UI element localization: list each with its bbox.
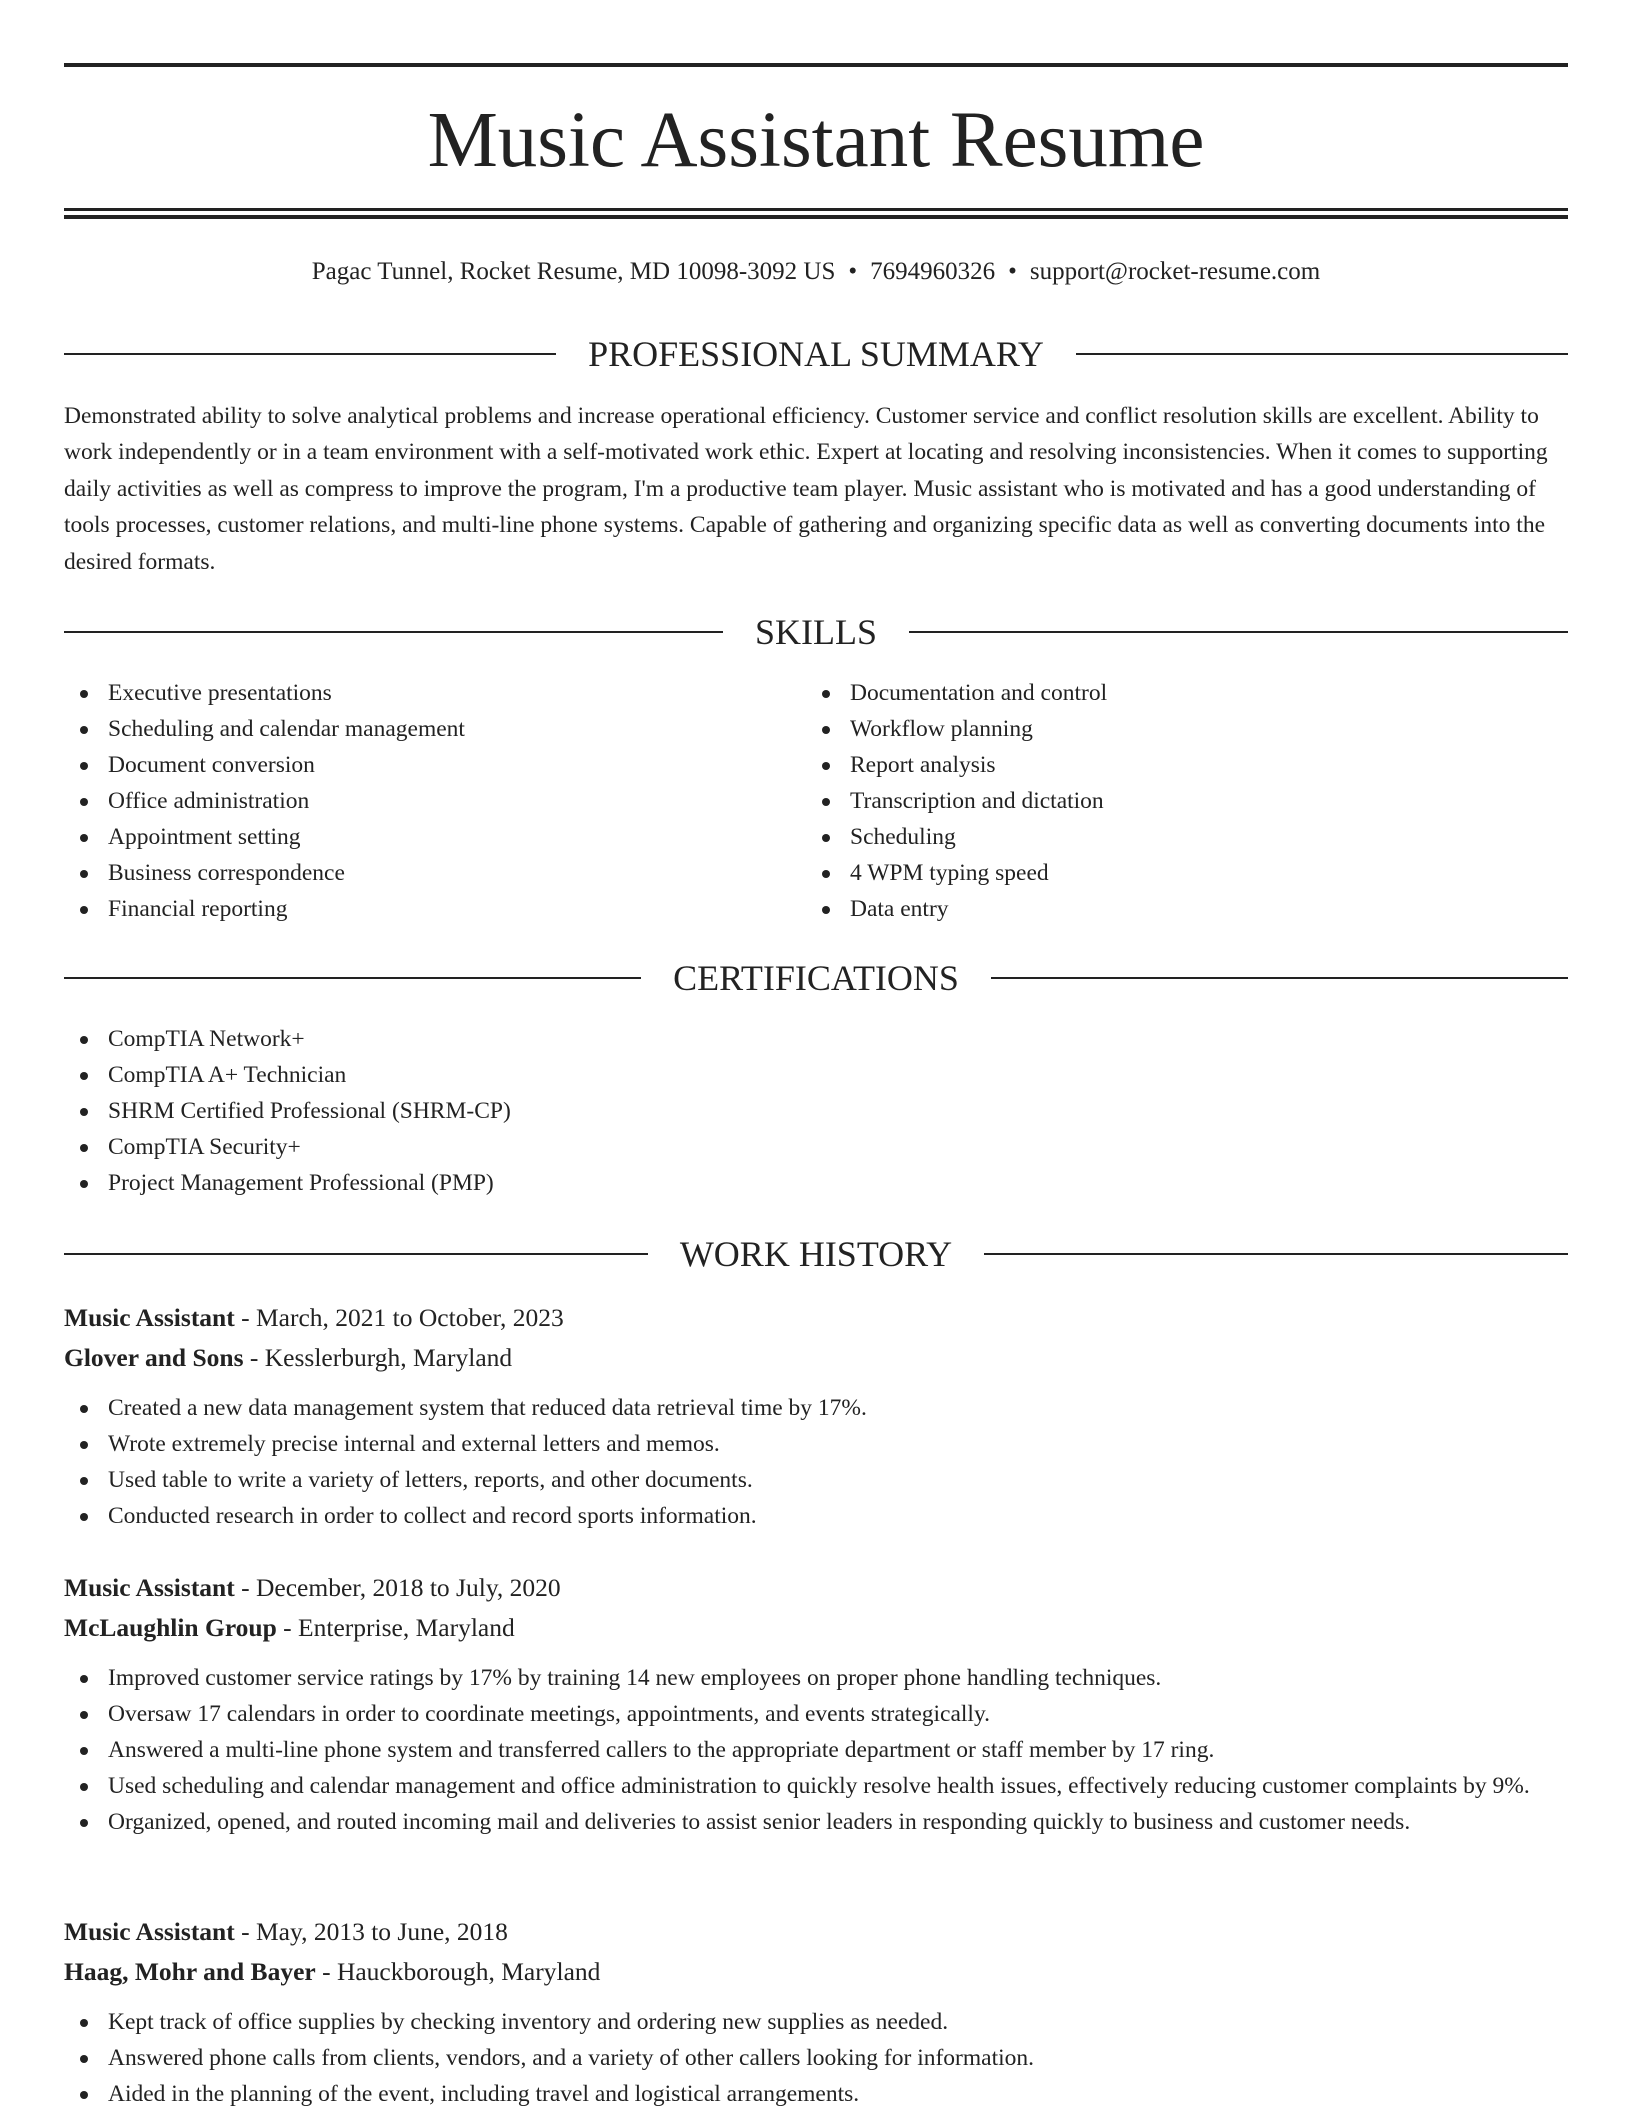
heading-rule-left — [64, 1253, 648, 1255]
skill-item: Scheduling — [806, 819, 1546, 855]
job-bullet: Improved customer service ratings by 17% by training 14 new employees on proper phone handling techniques. — [64, 1660, 1568, 1696]
certification-item: CompTIA Network+ — [64, 1021, 1568, 1057]
section-title: CERTIFICATIONS — [673, 958, 959, 998]
skills-list-left — [64, 675, 804, 927]
job-title: Music Assistant — [64, 1303, 235, 1332]
contact-phone: 7694960326 — [870, 258, 996, 285]
job-title: Music Assistant — [64, 1573, 235, 1602]
job-bullet: Aided in the planning of the event, including travel and logistical arrangements. — [64, 2076, 1568, 2112]
skill-item: Scheduling and calendar management — [64, 711, 804, 747]
skill-item: Data entry — [806, 891, 1546, 927]
contact-line — [64, 254, 1568, 290]
header-top-rule — [64, 63, 1568, 67]
section-title: WORK HISTORY — [679, 1234, 953, 1274]
job-bullet: Answered a multi-line phone system and transferred callers to the appropriate department or staff member by 17 ring. — [64, 1732, 1568, 1768]
contact-email: support@rocket-resume.com — [1029, 258, 1321, 285]
job-title-line: Music Assistant - December, 2018 to July, 2020 — [64, 1573, 561, 1602]
job-location: Enterprise, Maryland — [298, 1613, 515, 1642]
job-dates: March, 2021 to October, 2023 — [255, 1303, 564, 1332]
summary-paragraph: Demonstrated ability to solve analytical problems and increase operational efficiency. Customer service and conflict resolution skills are excellent. Ability to work independently or in a team environment with a self-motivated work ethic. Expert at locating and resolving inconsistencies. When it comes to supporting daily activities as well as compress to improve the program, I'm a productive team player. Music assistant who is motivated and has a good understanding of tools processes, customer relations, and multi-line phone systems. Capable of gathering and organizing specific data as well as converting documents into the desired formats. — [64, 403, 1548, 575]
job-bullet: Organized, opened, and routed incoming mail and deliveries to assist senior leaders in responding quickly to business and customer needs. — [64, 1804, 1568, 1840]
header-double-rule-lower — [64, 215, 1568, 219]
heading-rule-left — [64, 631, 723, 633]
section-heading-certifications — [64, 956, 1568, 1000]
job-location: Hauckborough, Maryland — [336, 1957, 601, 1986]
skill-item: Executive presentations — [64, 675, 804, 711]
section-heading-skills — [64, 610, 1568, 654]
skill-item: Appointment setting — [64, 819, 804, 855]
job-bullet: Used table to write a variety of letters, reports, and other documents. — [64, 1462, 1568, 1498]
resume-title: Music Assistant Resume — [427, 97, 1205, 184]
header-double-rule-upper — [64, 208, 1568, 211]
heading-rule-right — [984, 1253, 1568, 1255]
job-entry — [64, 1568, 1568, 1840]
job-bullet: Conducted research in order to collect and record sports information. — [64, 1498, 1568, 1534]
heading-rule-right — [991, 977, 1568, 979]
job-dates: May, 2013 to June, 2018 — [255, 1917, 508, 1946]
certifications-list — [64, 1021, 1568, 1201]
heading-rule-left — [64, 353, 556, 355]
job-bullet: Wrote extremely precise internal and external letters and memos. — [64, 1426, 1568, 1462]
heading-rule-left — [64, 977, 641, 979]
job-bullet: Used scheduling and calendar management and office administration to quickly resolve health issues, effectively reducing customer complaints by 9%. — [64, 1768, 1568, 1804]
skills-list-right — [806, 675, 1546, 927]
job-entry — [64, 1298, 1568, 1534]
certification-item: SHRM Certified Professional (SHRM-CP) — [64, 1093, 1568, 1129]
section-heading-summary — [64, 332, 1568, 376]
job-bullet: Answered phone calls from clients, vendors, and a variety of other callers looking for information. — [64, 2040, 1568, 2076]
skill-item: Documentation and control — [806, 675, 1546, 711]
heading-rule-right — [909, 631, 1568, 633]
section-heading-work-history — [64, 1232, 1568, 1276]
skill-item: Document conversion — [64, 747, 804, 783]
job-company: Haag, Mohr and Bayer — [64, 1957, 316, 1986]
job-bullets — [64, 2004, 1568, 2112]
skill-item: 4 WPM typing speed — [806, 855, 1546, 891]
job-company-line: Haag, Mohr and Bayer - Hauckborough, Maryland — [64, 1957, 601, 1986]
skill-item: Financial reporting — [64, 891, 804, 927]
contact-address: Pagac Tunnel, Rocket Resume, MD 10098-3092 US — [311, 258, 836, 285]
certification-item: CompTIA A+ Technician — [64, 1057, 1568, 1093]
skill-item: Office administration — [64, 783, 804, 819]
job-bullets — [64, 1390, 1568, 1534]
job-title-line: Music Assistant - May, 2013 to June, 2018 — [64, 1917, 508, 1946]
certification-item: Project Management Professional (PMP) — [64, 1165, 1568, 1201]
job-bullet: Oversaw 17 calendars in order to coordinate meetings, appointments, and events strategically. — [64, 1696, 1568, 1732]
section-title: SKILLS — [755, 612, 878, 652]
job-title: Music Assistant — [64, 1917, 235, 1946]
heading-rule-right — [1076, 353, 1568, 355]
skill-item: Business correspondence — [64, 855, 804, 891]
job-bullets — [64, 1660, 1568, 1840]
job-company-line: Glover and Sons - Kesslerburgh, Maryland — [64, 1343, 513, 1372]
certification-item: CompTIA Security+ — [64, 1129, 1568, 1165]
contact-separator: • — [848, 258, 858, 285]
job-company-line: McLaughlin Group - Enterprise, Maryland — [64, 1613, 515, 1642]
skill-item: Report analysis — [806, 747, 1546, 783]
job-location: Kesslerburgh, Maryland — [264, 1343, 513, 1372]
contact-separator: • — [1008, 258, 1017, 285]
job-entry — [64, 1912, 1568, 2112]
section-title: PROFESSIONAL SUMMARY — [588, 334, 1044, 374]
job-bullet: Created a new data management system that reduced data retrieval time by 17%. — [64, 1390, 1568, 1426]
job-dates: December, 2018 to July, 2020 — [255, 1573, 561, 1602]
job-bullet: Kept track of office supplies by checking inventory and ordering new supplies as needed. — [64, 2004, 1568, 2040]
job-title-line: Music Assistant - March, 2021 to October, 2023 — [64, 1303, 564, 1332]
job-company: McLaughlin Group — [64, 1613, 277, 1642]
skill-item: Transcription and dictation — [806, 783, 1546, 819]
skill-item: Workflow planning — [806, 711, 1546, 747]
job-company: Glover and Sons — [64, 1343, 244, 1372]
